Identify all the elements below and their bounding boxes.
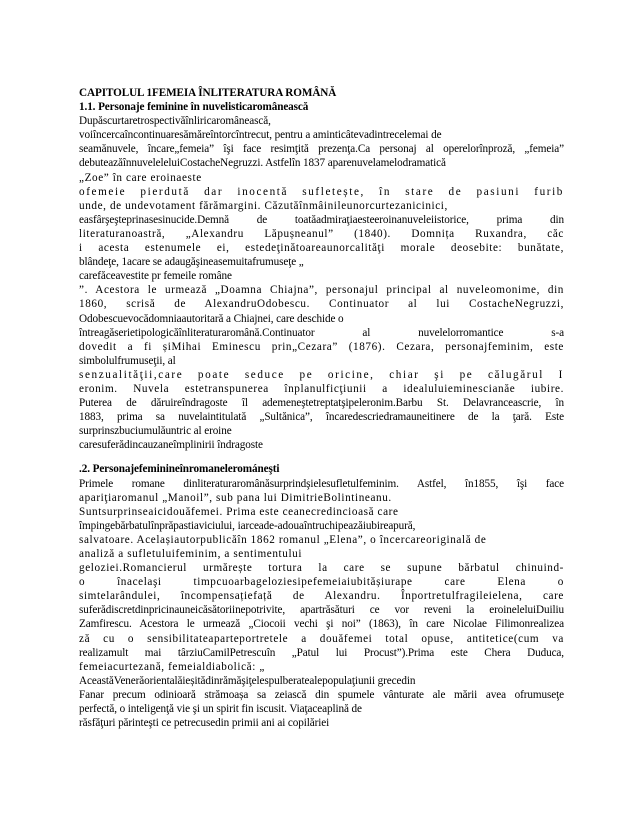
paragraph-line: Zamfirescu. Acestora le urmează „Ciocoii vechi şi noi” (1863), în care Nicolae Filimonrealizea xyxy=(79,618,564,631)
paragraph-line: easfârşeşteprinasesinucide.Demnă de toatăadmiraţiaesteeroinanuveleiistorice, prima din xyxy=(79,213,564,226)
paragraph-line: blândeţe, 1acare se adaugăşineasemuitafrumuseţe „ xyxy=(79,256,304,269)
paragraph-line: eronim. Nuvela estetranspunerea înplanulficţiunii a idealuluieminescianăe iubire. xyxy=(79,382,564,395)
paragraph-line: perfectă, o inteligenţă vie şi un spirit fin iscusit. Viaţaceaplină de xyxy=(79,703,362,716)
paragraph-line: AceastăVenerăorientalăieșitădinrămăşiţelespulberatealepopulaţiunii grecedin xyxy=(79,674,416,687)
chapter-title: CAPITOLUL 1FEMEIA ÎNLITERATURA ROMÂNĂ xyxy=(79,87,337,99)
paragraph-line: seamănuvele, încare„femeia” îşi face resimţită prezenţa.Ca personaj al operelorînproză, „femeia” xyxy=(79,143,564,156)
paragraph-line: surprinszbuciumulăuntric al eroine xyxy=(79,425,232,438)
paragraph-line: simtelarândulei, încompensațiefață de Alexandru. Înportretulfragileielena, care xyxy=(79,590,564,603)
paragraph-line: Fanar precum odinioară strămoașa sa zeiască din spumele vânturate ale mării avea ofrumuseţe xyxy=(79,688,564,701)
paragraph-line: o înacelaşi timpcuoarbageloziesipefemeiaiubitășiurape care Elena o xyxy=(79,576,564,589)
paragraph-line: întreagăserietipologicăînliteraturaromână.Continuator al nuvelelorromantice s-a xyxy=(79,326,564,339)
paragraph-line: unde, de undevotament fărămargini. Căzutăînmâinileunorcurtezanicinici, xyxy=(79,199,448,212)
paragraph-line: ză cu o sensibilitateaparteportretele a douăfemei total opuse, antitetice(cum va xyxy=(79,632,564,645)
paragraph-line: răsfăţuri părinteşti ce petrecusedin primii ani ai copilăriei xyxy=(79,717,330,730)
paragraph-line: senzualităţii,care poate seduce pe oricine, chiar şi pe călugărul I xyxy=(79,368,564,381)
paragraph-line: salvatoare. Acelașiautorpublicăîn 1862 romanul „Elena”, o încercareoriginală de xyxy=(79,533,487,546)
paragraph-line: carefăceavestite pr femeile române xyxy=(79,270,232,283)
paragraph-line: analiză a sufletuluifeminim, a sentimentului xyxy=(79,548,303,560)
paragraph-line: împingebărbatulînprăpastiaviciului, iarceade-adouaîntruchipeazăiubireapură, xyxy=(79,519,416,532)
paragraph-line: i acesta estenumele ei, estedeţinătoareaunorcalităţi morale deosebite: bunătate, xyxy=(79,242,564,255)
paragraph-line: realizamult mai târziuCamilPetrescuîn „Patul lui Procust”).Prima este Chera Duduca, xyxy=(79,646,564,659)
paragraph-line: Primele romane dinliteraturaromânăsurprindşielesufletulfeminim. Astfel, în1855, îşi face xyxy=(79,477,564,490)
section-heading: .2. Personajefeminineînromanelerománeşti xyxy=(79,463,280,476)
paragraph-line: Dupăscurtaretrospectivăînliricaromânească, xyxy=(79,115,271,128)
paragraph-line: ”. Acestora le urmează „Doamna Chiajna”, personajul principal al nuveleomonime, din xyxy=(79,284,564,297)
section-spacer xyxy=(79,452,564,462)
paragraph-line: Odobescuevocădomniaautoritară a Chiajnei, care deschide o xyxy=(79,312,344,325)
paragraph-line: dovedit a fi șiMihai Eminescu prin„Cezara” (1876). Cezara, personajfeminim, este xyxy=(79,340,564,353)
paragraph-line: apariţiaromanul „Manoil”, sub pana lui DimitrieBolintineanu. xyxy=(79,491,392,504)
paragraph-line: debuteazăînnuveleleluiCostacheNegruzzi. Astfelîn 1837 aparenuvelamelodramatică xyxy=(79,157,446,170)
document-body xyxy=(79,86,564,730)
section-heading: 1.1. Personaje feminine în nuvelisticaromânească xyxy=(79,101,309,114)
paragraph-line: suferădiscretdinpricinauneicăsătoriinepotrivite, apartrăsături ce vor reveni la eroineleluiDuiliu xyxy=(79,604,564,617)
paragraph-line: „Zoe” în care eroinaeste xyxy=(79,171,202,184)
paragraph-line: simbolulfrumuseţii, al xyxy=(79,354,176,367)
paragraph-line: Suntsurprinseaicidouăfemei. Prima este ceanecredincioasă care xyxy=(79,505,399,518)
paragraph-line: geloziei.Romancierul urmărește tortura la care se supune bărbatul chinuind- xyxy=(79,562,564,575)
paragraph-line: femeiacurtezană, femeialdiabolică: „ xyxy=(79,660,265,673)
paragraph-line: 1860, scrisă de AlexandruOdobescu. Continuator al lui CostacheNegruzzi, xyxy=(79,298,564,311)
paragraph-line: literaturanoastră, „Alexandru Lăpușneanul” (1840). Domnița Ruxandra, căc xyxy=(79,227,564,240)
paragraph-line: caresuferădincauzaneîmplinirii îndragoste xyxy=(79,439,263,452)
paragraph-line: ofemeie pierdută dar inocentă sufletește, în stare de pasiuni furib xyxy=(79,185,564,198)
paragraph-line: Puterea de dăruireîndragoste îl ademeneştetreptatşipeleronim.Barbu St. Delavranceascrie, în xyxy=(79,397,564,410)
paragraph-line: voiîncercaîncontinuaresămăreîntorcîntrecut, pentru a aminticâtevadintrecelemai de xyxy=(79,129,442,142)
paragraph-line: 1883, prima sa nuvelaintitulată „Sultănica”, încaredescriedramauneitinere de la ţară. Este xyxy=(79,411,564,424)
